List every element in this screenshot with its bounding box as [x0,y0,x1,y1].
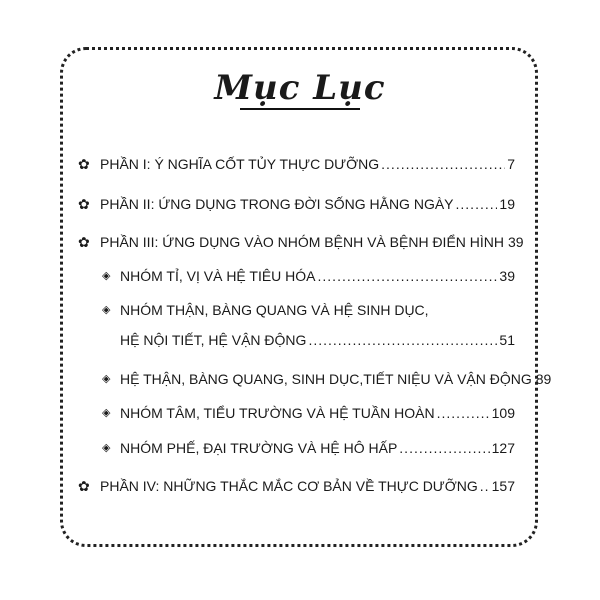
diamond-icon: ◈ [102,442,111,454]
leader-dots [456,192,498,216]
diamond-icon: ◈ [102,373,111,385]
toc-page-number: 127 [491,440,515,456]
flower-icon: ✿ [78,234,90,250]
leader-dots [399,436,489,460]
toc-entry-part-4[interactable] [0,474,600,498]
toc-page-number: 51 [499,332,515,348]
toc-entry-text: PHẦN III: ỨNG DỤNG VÀO NHÓM BỆNH VÀ BỆNH ĐIỂN HÌNH [100,234,505,250]
toc-entry-text: NHÓM TỈ, VỊ VÀ HỆ TIÊU HÓA [120,268,316,284]
leader-dots [381,152,505,176]
flower-icon: ✿ [78,478,90,494]
toc-page-number: 7 [507,156,515,172]
toc-subentry-5[interactable] [0,436,600,460]
toc-entry-text: PHẦN IV: NHỮNG THẮC MẮC CƠ BẢN VỀ THỰC DƯỠNG [100,478,478,494]
diamond-icon: ◈ [102,304,111,316]
leader-dots [480,474,490,498]
page-title: Mục Lục [214,68,386,108]
toc-subentry-2-line1[interactable] [0,298,600,322]
toc-subentry-1[interactable] [0,264,600,288]
toc-entry-text: NHÓM THẬN, BÀNG QUANG VÀ HỆ SINH DỤC, [120,302,429,318]
diamond-icon: ◈ [102,407,111,419]
toc-subentry-4[interactable] [0,401,600,425]
toc-entry-text: NHÓM PHẾ, ĐẠI TRƯỜNG VÀ HỆ HÔ HẤP [120,440,398,456]
toc-entry-part-2[interactable] [0,192,600,216]
flower-icon: ✿ [78,196,90,212]
diamond-icon: ◈ [102,270,111,282]
flower-icon: ✿ [78,156,90,172]
toc-entry-part-3[interactable] [0,230,600,254]
leader-dots [308,328,497,352]
toc-page-number: 157 [491,478,515,494]
title-underline [240,108,360,110]
toc-page-number: 19 [499,196,515,212]
toc-entry-text: PHẦN II: ỨNG DỤNG TRONG ĐỜI SỐNG HẰNG NGÀY [100,196,454,212]
toc-page-number: 89 [535,371,552,387]
toc-subentry-3[interactable] [0,367,600,391]
toc-entry-text: HỆ NỘI TIẾT, HỆ VẬN ĐỘNG [120,332,307,348]
toc-entry-text: NHÓM TÂM, TIỂU TRƯỜNG VÀ HỆ TUẦN HOÀN [120,405,435,421]
toc-subentry-2[interactable] [0,328,600,352]
toc-entry-part-1[interactable] [0,152,600,176]
toc-page-number: 39 [499,268,515,284]
toc-entry-text: HỆ THẬN, BÀNG QUANG, SINH DỤC,TIẾT NIỆU VÀ VẬN ĐỘNG [120,371,532,387]
dotted-frame [60,47,538,547]
leader-dots [318,264,498,288]
toc-page-number: 109 [491,405,515,421]
leader-dots [437,401,490,425]
toc-page-number: 39 [508,234,524,250]
toc-entry-text: PHẦN I: Ý NGHĨA CỐT TỦY THỰC DƯỠNG [100,156,380,172]
